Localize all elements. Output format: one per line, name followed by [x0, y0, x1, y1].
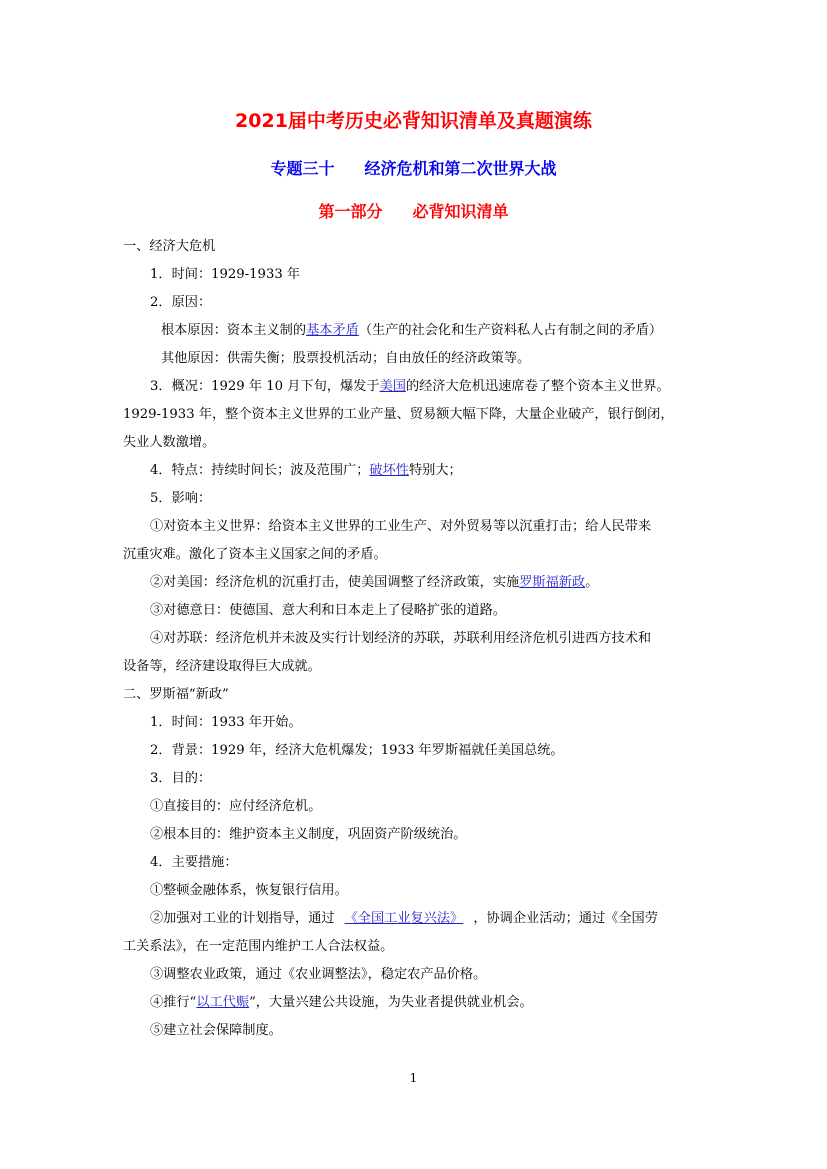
s2-measures-label: 4．主要措施：: [150, 855, 238, 870]
s2-measure-3: ③调整农业政策，通过《农业调整法》，稳定农产品价格。: [150, 967, 487, 982]
s2-goal-2: ②根本目的：维护资本主义制度，巩固资产阶级统治。: [150, 827, 467, 842]
topic-name: 经济危机和第二次世界大战: [364, 159, 557, 178]
s1-impact-2: ②对美国：经济危机的沉重打击，使美国调整了经济政策，实施罗斯福新政。: [150, 575, 599, 590]
s1-impact-1-cont: 沉重灾难。激化了资本主义国家之间的矛盾。: [123, 547, 387, 562]
s1-impact-4: ④对苏联：经济危机并未波及实行计划经济的苏联，苏联利用经济危机引进西方技术和: [150, 631, 652, 646]
part-name: 必背知识清单: [412, 202, 509, 221]
topic-number: 专题三十: [270, 159, 335, 178]
s2-measure-5: ⑤建立社会保障制度。: [150, 1023, 282, 1038]
s1-features: 4．特点：持续时间长；波及范围广；破坏性特别大；: [150, 463, 462, 478]
topic-title: [0, 156, 827, 179]
s2-measure-2: ②加强对工业的计划指导，通过 《全国工业复兴法》 ，协调企业活动；通过《全国劳: [150, 911, 658, 926]
s1-time: 1．时间：1929-1933 年: [150, 267, 301, 282]
s2-goal-label: 3．目的：: [150, 771, 212, 786]
s1-overview-cont: 1929-1933 年，整个资本主义世界的工业产量、贸易额大幅下降，大量企业破产，银行倒闭，: [123, 407, 674, 422]
s1-impact-label: 5．影响：: [150, 491, 212, 506]
link-basic-contradiction[interactable]: 基本矛盾: [306, 323, 359, 338]
s2-measure-1: ①整顿金融体系，恢复银行信用。: [150, 883, 348, 898]
s2-background: 2．背景：1929 年，经济大危机爆发；1933 年罗斯福就任美国总统。: [150, 743, 564, 758]
s2-time: 1．时间：1933 年开始。: [150, 715, 302, 730]
s1-impact-3: ③对德意日：使德国、意大利和日本走上了侵略扩张的道路。: [150, 603, 507, 618]
section2-heading: 二、罗斯福“新政”: [123, 687, 229, 702]
s1-impact-4-cont: 设备等，经济建设取得巨大成就。: [123, 659, 321, 674]
part-number: 第一部分: [318, 202, 383, 221]
link-destructiveness[interactable]: 破坏性: [369, 463, 409, 478]
s2-measure-4: ④推行“以工代赈”，大量兴建公共设施，为失业者提供就业机会。: [150, 995, 533, 1010]
s1-impact-1: ①对资本主义世界：给资本主义世界的工业生产、对外贸易等以沉重打击；给人民带来: [150, 519, 652, 534]
link-work-relief[interactable]: 以工代赈: [196, 995, 250, 1010]
s1-root-cause: 根本原因：资本主义制的基本矛盾（生产的社会化和生产资料私人占有制之间的矛盾）: [161, 323, 663, 338]
s1-overview: 3．概况：1929 年 10 月下旬，爆发于美国的经济大危机迅速席卷了整个资本主义世界。: [150, 379, 670, 394]
link-usa[interactable]: 美国: [379, 379, 406, 394]
link-industrial-recovery-act[interactable]: 《全国工业复兴法》: [344, 911, 464, 926]
s1-other-cause: 其他原因：供需失衡；股票投机活动；自由放任的经济政策等。: [161, 351, 531, 366]
s1-cause-label: 2．原因：: [150, 295, 212, 310]
s2-goal-1: ①直接目的：应付经济危机。: [150, 799, 322, 814]
page-number: 1: [409, 1071, 418, 1085]
part-title: [0, 199, 827, 222]
link-new-deal[interactable]: 罗斯福新政: [519, 575, 586, 590]
s2-measure-2-cont: 工关系法》，在一定范围内维护工人合法权益。: [123, 939, 394, 954]
s1-overview-end: 失业人数激增。: [123, 435, 216, 450]
section1-heading: 一、经济大危机: [123, 239, 216, 254]
main-title: 2021届中考历史必背知识清单及真题演练: [235, 110, 592, 132]
